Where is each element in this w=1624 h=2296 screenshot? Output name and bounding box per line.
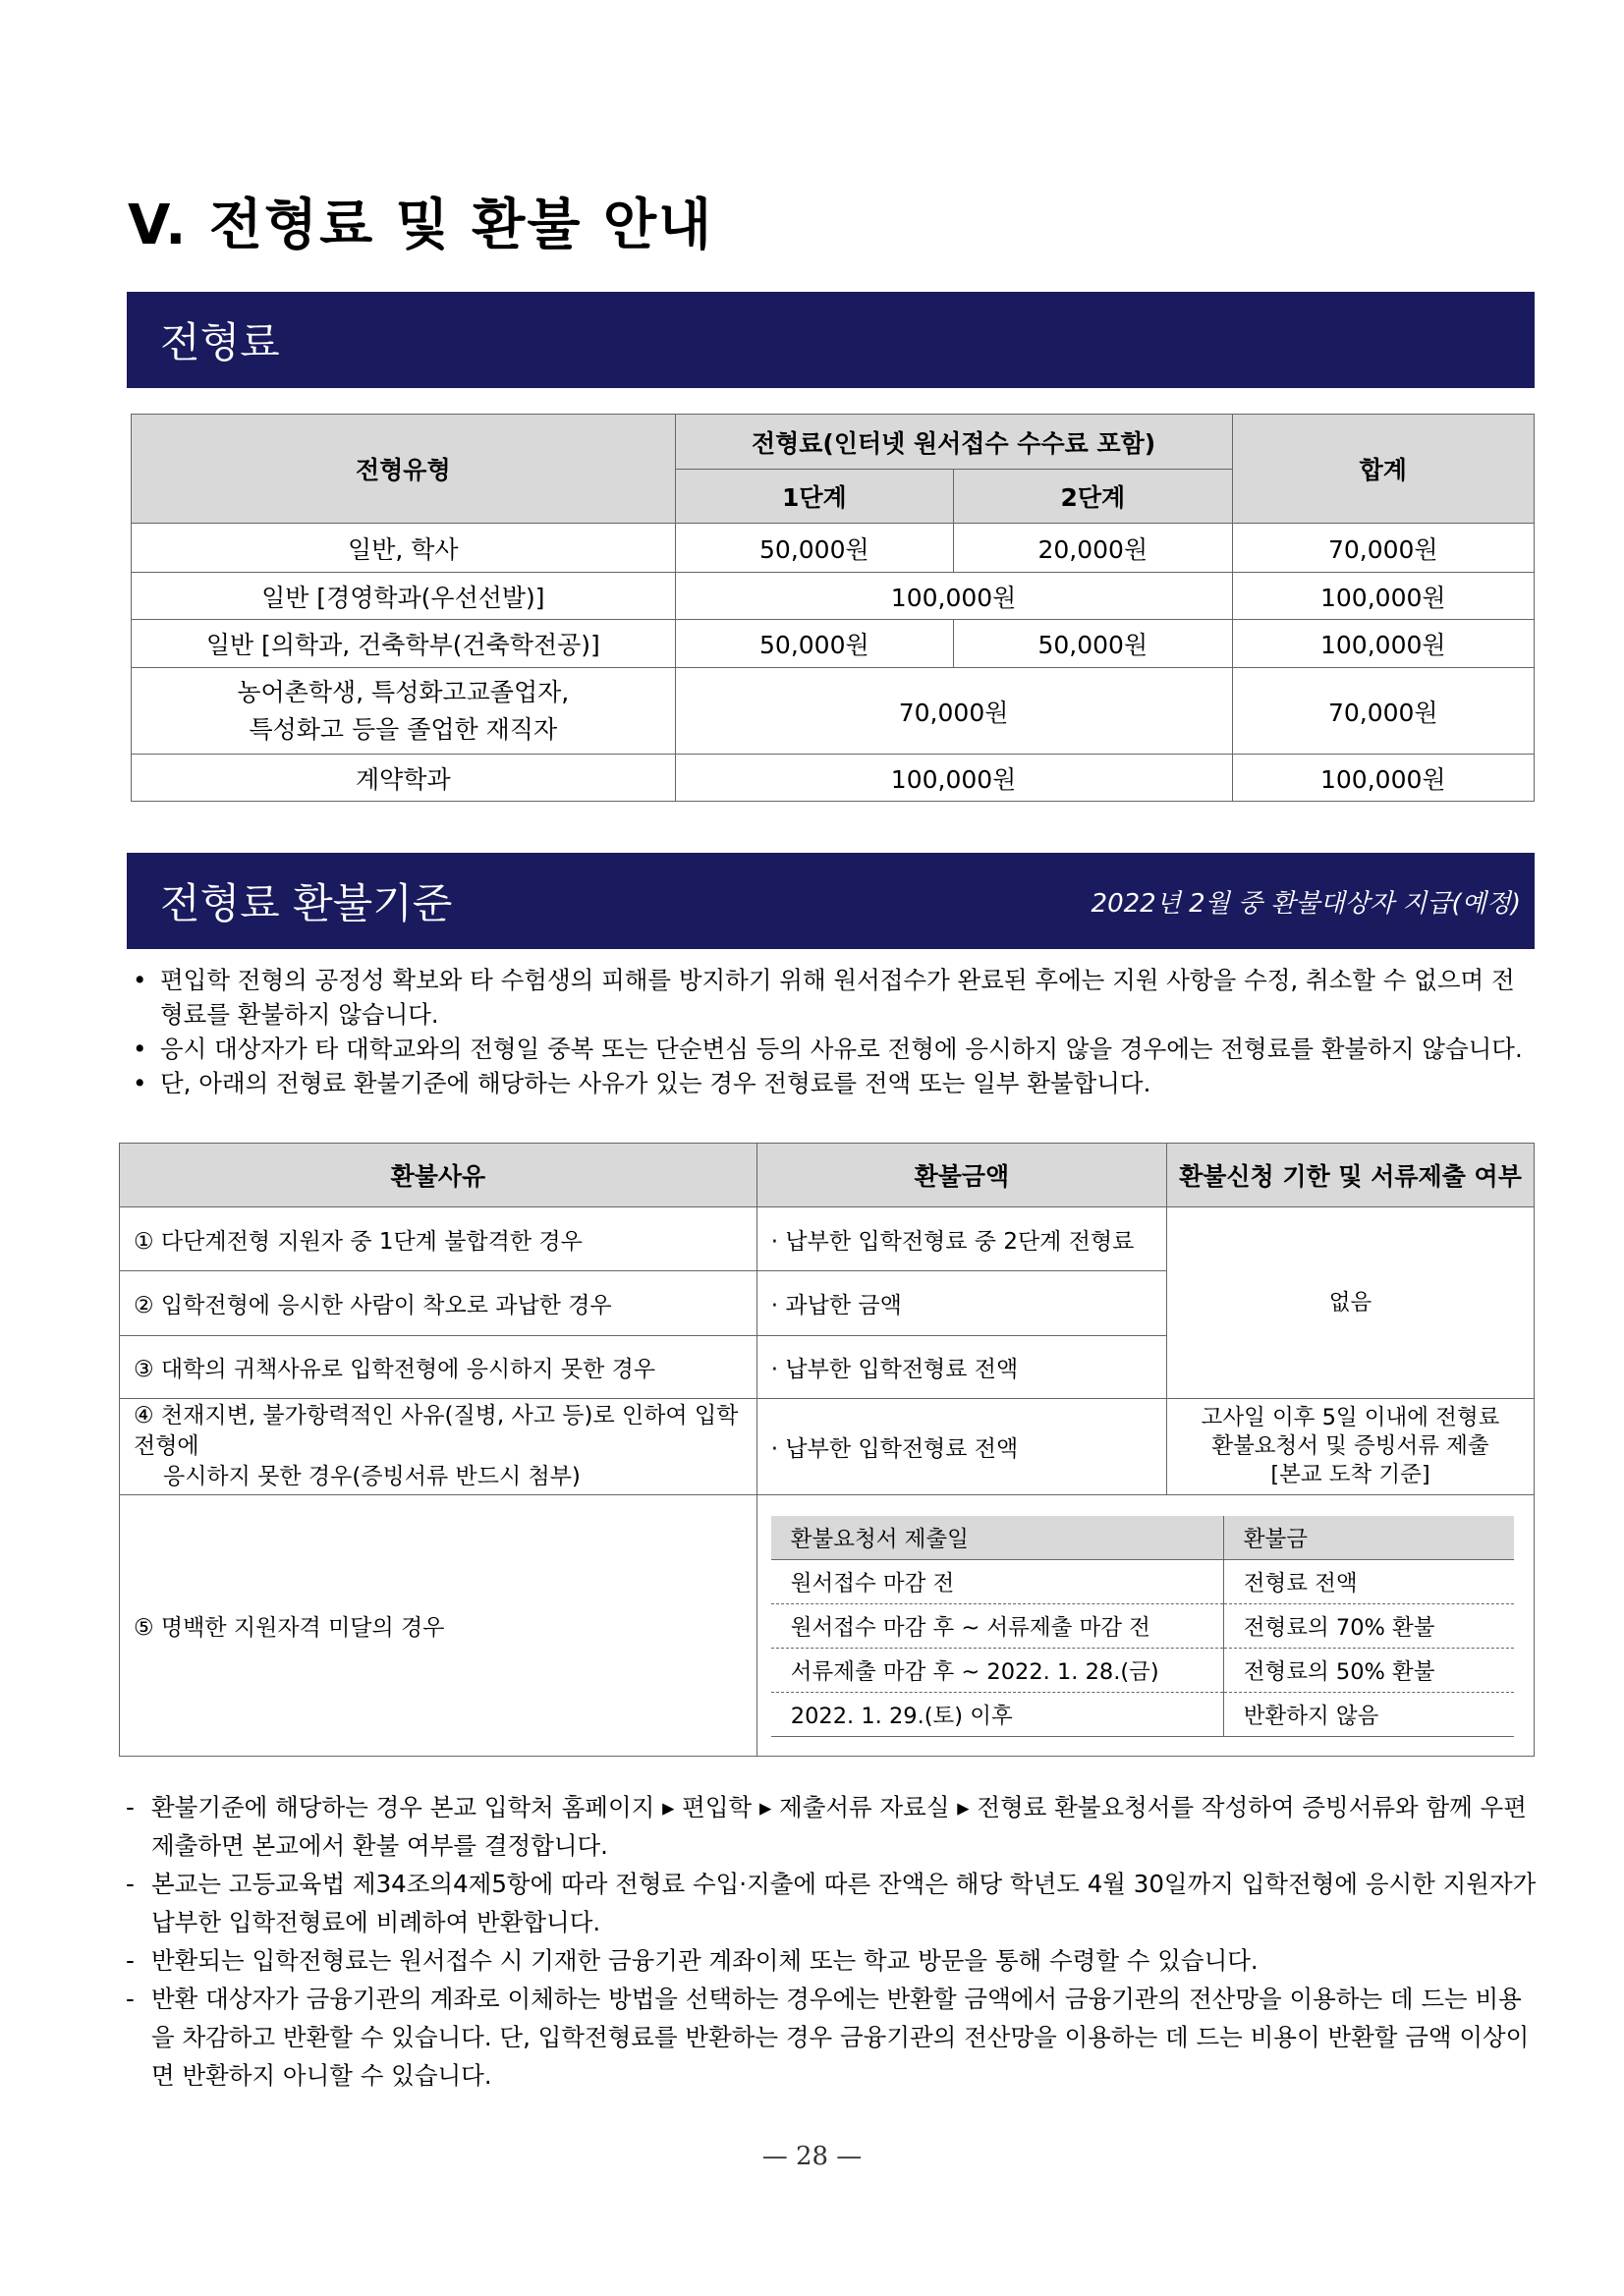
sub-row	[771, 1649, 1514, 1693]
cell-type: 일반 [의학과, 건축학부(건축학전공)]	[132, 620, 676, 668]
page-number: — 28 —	[761, 2142, 863, 2171]
list-item: • 응시 대상자가 타 대학교와의 전형일 중복 또는 단순변심 등의 사유로 전형에 응시하지 않을 경우에는 전형료를 환불하지 않습니다.	[131, 1032, 1536, 1066]
sub-table	[771, 1516, 1514, 1737]
deadline-line: 환불요청서 및 증빙서류 제출	[1211, 1433, 1489, 1459]
sub-cell-refund: 반환하지 않음	[1223, 1693, 1514, 1737]
cell-stage1: 50,000원	[675, 620, 953, 668]
table-row	[132, 755, 1535, 802]
page-title: V. 전형료 및 환불 안내	[128, 194, 714, 257]
cell-reason	[120, 1399, 757, 1495]
cell-total: 70,000원	[1232, 668, 1534, 755]
sub-cell-date: 원서접수 마감 후 ~ 서류제출 마감 전	[771, 1604, 1224, 1649]
list-item: • 단, 아래의 전형료 환불기준에 해당하는 사유가 있는 경우 전형료를 전액 또는 일부 환불합니다.	[131, 1066, 1536, 1100]
header-total: 합계	[1232, 415, 1534, 524]
section-title-fee: 전형료	[160, 318, 280, 366]
cell-type	[132, 668, 676, 755]
header-fee: 전형료(인터넷 원서접수 수수료 포함)	[675, 415, 1232, 470]
cell-total: 100,000원	[1232, 755, 1534, 802]
list-item: • 편입학 전형의 공정성 확보와 타 수험생의 피해를 방지하기 위해 원서접수가 완료된 후에는 지원 사항을 수정, 취소할 수 없으며 전형료를 환불하지 않습니다.	[131, 963, 1536, 1032]
header-stage2: 2단계	[954, 470, 1232, 524]
cell-fee: 70,000원	[675, 668, 1232, 755]
cell-type: 계약학과	[132, 755, 676, 802]
cell-fee: 100,000원	[675, 573, 1232, 620]
header-amount: 환불금액	[756, 1144, 1166, 1207]
cell-amount: · 납부한 입학전형료 전액	[756, 1336, 1166, 1399]
sub-cell-date: 서류제출 마감 후 ~ 2022. 1. 28.(금)	[771, 1649, 1224, 1693]
header-type: 전형유형	[132, 415, 676, 524]
cell-stage2: 20,000원	[954, 524, 1232, 573]
cell-type: 일반, 학사	[132, 524, 676, 573]
section-title-refund: 전형료 환불기준	[160, 879, 453, 927]
cell-deadline: 없음	[1166, 1207, 1534, 1399]
cell-reason: ② 입학전형에 응시한 사람이 착오로 과납한 경우	[120, 1271, 757, 1336]
table-row	[132, 620, 1535, 668]
cell-type-line: 농어촌학생, 특성화고교졸업자,	[237, 677, 570, 706]
section-note: 2022년 2월 중 환불대상자 지급(예정)	[1091, 888, 1521, 919]
cell-amount: · 과납한 금액	[756, 1271, 1166, 1336]
fee-table	[131, 414, 1535, 802]
cell-stage2: 50,000원	[954, 620, 1232, 668]
section-header-refund	[127, 853, 1535, 949]
cell-total: 100,000원	[1232, 573, 1534, 620]
sub-cell-date: 2022. 1. 29.(토) 이후	[771, 1693, 1224, 1737]
cell-amount: · 납부한 입학전형료 중 2단계 전형료	[756, 1207, 1166, 1271]
sub-row	[771, 1693, 1514, 1737]
table-row	[132, 668, 1535, 755]
cell-total: 100,000원	[1232, 620, 1534, 668]
cell-reason-line: ④ 천재지변, 불가항력적인 사유(질병, 사고 등)로 인하여 입학전형에	[134, 1403, 739, 1459]
cell-fee: 100,000원	[675, 755, 1232, 802]
sub-cell-refund: 전형료의 50% 환불	[1223, 1649, 1514, 1693]
cell-reason: ⑤ 명백한 지원자격 미달의 경우	[120, 1495, 757, 1757]
cell-type: 일반 [경영학과(우선선발)]	[132, 573, 676, 620]
table-row	[132, 524, 1535, 573]
header-reason: 환불사유	[120, 1144, 757, 1207]
sub-cell-refund: 전형료 전액	[1223, 1560, 1514, 1604]
sub-cell-date: 원서접수 마감 전	[771, 1560, 1224, 1604]
sub-header-date: 환불요청서 제출일	[771, 1516, 1224, 1560]
refund-bullets	[131, 963, 1536, 1100]
sub-row	[771, 1604, 1514, 1649]
list-item: - 반환되는 입학전형료는 원서접수 시 기재한 금융기관 계좌이체 또는 학교 방문을 통해 수령할 수 있습니다.	[126, 1941, 1540, 1980]
cell-reason-line: 응시하지 못한 경우(증빙서류 반드시 첨부)	[163, 1464, 581, 1489]
cell-total: 70,000원	[1232, 524, 1534, 573]
list-item: - 환불기준에 해당하는 경우 본교 입학처 홈페이지 ▸ 편입학 ▸ 제출서류 자료실 ▸ 전형료 환불요청서를 작성하여 증빙서류와 함께 우편 제출하면 본교에서 환불 여부를 결정합니다.	[126, 1788, 1540, 1865]
header-deadline: 환불신청 기한 및 서류제출 여부	[1166, 1144, 1534, 1207]
list-item: - 본교는 고등교육법 제34조의4제5항에 따라 전형료 수입·지출에 따른 잔액은 해당 학년도 4월 30일까지 입학전형에 응시한 지원자가 납부한 입학전형료에 비례하여 반환합니다.	[126, 1865, 1540, 1941]
sub-header-refund: 환불금	[1223, 1516, 1514, 1560]
section-header-fee	[127, 292, 1535, 388]
cell-type-line: 특성화고 등을 졸업한 재직자	[249, 714, 558, 744]
table-row	[120, 1495, 1535, 1757]
cell-reason: ① 다단계전형 지원자 중 1단계 불합격한 경우	[120, 1207, 757, 1271]
cell-deadline	[1166, 1399, 1534, 1495]
sub-row	[771, 1560, 1514, 1604]
cell-stage1: 50,000원	[675, 524, 953, 573]
cell-reason: ③ 대학의 귀책사유로 입학전형에 응시하지 못한 경우	[120, 1336, 757, 1399]
deadline-line: [본교 도착 기준]	[1270, 1462, 1430, 1487]
refund-table	[119, 1143, 1535, 1757]
list-item: - 반환 대상자가 금융기관의 계좌로 이체하는 방법을 선택하는 경우에는 반환할 금액에서 금융기관의 전산망을 이용하는 데 드는 비용을 차감하고 반환할 수 있습니다. 단, 입학전형료를 반환하는 경우 금융기관의 전산망을 이용하는 데 드는 비용이 반환할 금액 이상이면 반환하지 아니할 수 있습니다.	[126, 1980, 1540, 2095]
cell-sub-table	[756, 1495, 1534, 1757]
table-row	[120, 1207, 1535, 1271]
table-row	[132, 573, 1535, 620]
cell-amount: · 납부한 입학전형료 전액	[756, 1399, 1166, 1495]
table-row	[120, 1399, 1535, 1495]
deadline-line: 고사일 이후 5일 이내에 전형료	[1201, 1405, 1500, 1430]
sub-cell-refund: 전형료의 70% 환불	[1223, 1604, 1514, 1649]
refund-notes	[126, 1788, 1540, 2095]
header-stage1: 1단계	[675, 470, 953, 524]
